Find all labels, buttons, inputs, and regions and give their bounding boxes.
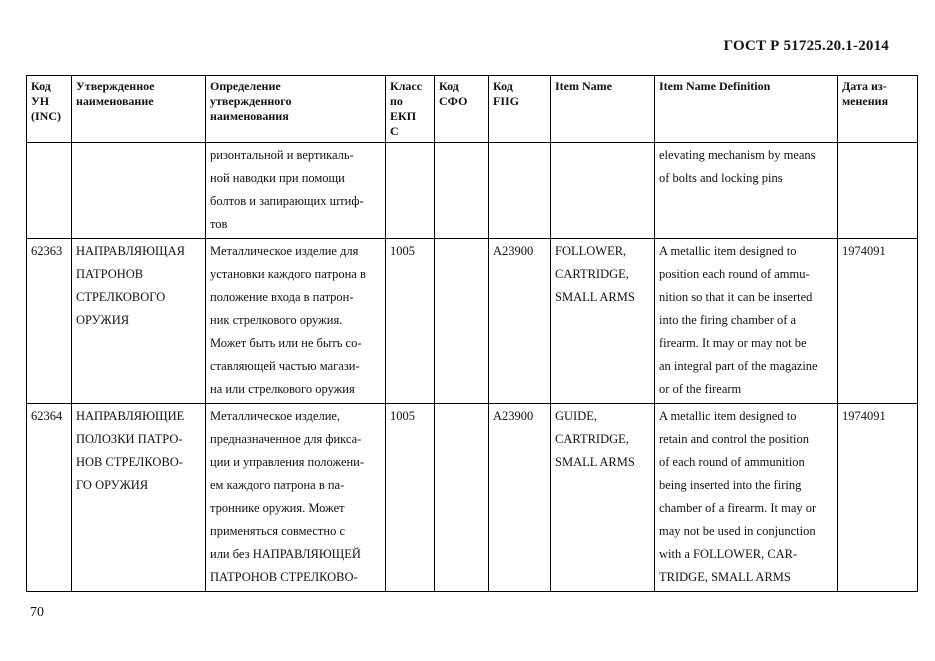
text-line: С xyxy=(390,124,399,138)
text-line: троннике оружия. Может xyxy=(210,501,345,515)
text-line: Дата из- xyxy=(842,79,887,93)
text-line: into the firing chamber of a xyxy=(659,313,797,327)
text-line: Определение xyxy=(210,79,281,93)
cell-class xyxy=(386,143,435,239)
header-item-name xyxy=(551,76,655,143)
text-line: A metallic item designed to xyxy=(659,244,797,258)
header-item-name-definition xyxy=(655,76,838,143)
cell-class xyxy=(386,239,435,404)
page-number: 70 xyxy=(30,605,44,620)
classification-table xyxy=(26,75,918,592)
cell-date xyxy=(838,239,918,404)
text-line: менения xyxy=(842,94,889,108)
text-line: chamber of a firearm. It may or xyxy=(659,501,817,515)
text-line: СТРЕЛКОВОГО xyxy=(76,290,166,304)
text-line: elevating mechanism by means xyxy=(659,148,816,162)
table-row xyxy=(27,239,918,404)
text-line: being inserted into the firing xyxy=(659,478,802,492)
text-line: 1974091 xyxy=(842,409,886,423)
text-line: болтов и запирающих штиф- xyxy=(210,194,364,208)
text-line: (INC) xyxy=(31,109,61,123)
header-fiig xyxy=(489,76,551,143)
text-line: на или стрелкового оружия xyxy=(210,382,355,396)
text-line: GUIDE, xyxy=(555,409,598,423)
table-row xyxy=(27,404,918,592)
text-line: SMALL ARMS xyxy=(555,290,635,304)
cell-class xyxy=(386,404,435,592)
cell-name xyxy=(72,404,206,592)
header-class xyxy=(386,76,435,143)
text-line: СФО xyxy=(439,94,468,108)
cell-definition xyxy=(206,143,386,239)
cell-inc xyxy=(27,143,72,239)
text-line: position each round of ammu- xyxy=(659,267,810,281)
cell-item-name xyxy=(551,239,655,404)
text-line: Металлическое изделие для xyxy=(210,244,359,258)
text-line: may not be used in conjunction xyxy=(659,524,816,538)
text-line: A metallic item designed to xyxy=(659,409,797,423)
text-line: ПАТРОНОВ xyxy=(76,267,144,281)
text-line: CARTRIDGE, xyxy=(555,267,629,281)
text-line: утвержденного xyxy=(210,94,292,108)
text-line: FIIG xyxy=(493,94,520,108)
text-line: 1005 xyxy=(390,409,415,423)
text-line: предназначенное для фикса- xyxy=(210,432,362,446)
document-code: ГОСТ Р 51725.20.1-2014 xyxy=(723,38,889,54)
table-header-row xyxy=(27,76,918,143)
cell-item-definition xyxy=(655,404,838,592)
text-line: ПАТРОНОВ СТРЕЛКОВО- xyxy=(210,570,358,584)
cell-sfo xyxy=(435,404,489,592)
header-sfo xyxy=(435,76,489,143)
text-line: наименование xyxy=(76,94,154,108)
text-line: of bolts and locking pins xyxy=(659,171,783,185)
text-line: УН xyxy=(31,94,50,108)
text-line: ПОЛОЗКИ ПАТРО- xyxy=(76,432,183,446)
text-line: A23900 xyxy=(493,409,534,423)
text-line: CARTRIDGE, xyxy=(555,432,629,446)
cell-date xyxy=(838,143,918,239)
text-line: ставляющей частью магази- xyxy=(210,359,360,373)
text-line: ризонтальной и вертикаль- xyxy=(210,148,354,162)
text-line: установки каждого патрона в xyxy=(210,267,366,281)
text-line: НОВ СТРЕЛКОВО- xyxy=(76,455,183,469)
text-line: of each round of ammunition xyxy=(659,455,805,469)
cell-item-name xyxy=(551,404,655,592)
cell-sfo xyxy=(435,239,489,404)
cell-name xyxy=(72,143,206,239)
text-line: тов xyxy=(210,217,228,231)
cell-fiig xyxy=(489,143,551,239)
text-line: TRIDGE, SMALL ARMS xyxy=(659,570,791,584)
text-line: Код xyxy=(493,79,513,93)
text-line: Item Name Definition xyxy=(659,79,771,93)
text-line: Металлическое изделие, xyxy=(210,409,341,423)
text-line: Item Name xyxy=(555,79,612,93)
cell-fiig xyxy=(489,239,551,404)
text-line: НАПРАВЛЯЮЩИЕ xyxy=(76,409,185,423)
header-approved-name xyxy=(72,76,206,143)
text-line: Код xyxy=(31,79,51,93)
text-line: ной наводки при помощи xyxy=(210,171,345,185)
header-definition xyxy=(206,76,386,143)
cell-inc xyxy=(27,239,72,404)
text-line: FOLLOWER, xyxy=(555,244,627,258)
cell-sfo xyxy=(435,143,489,239)
text-line: nition so that it can be inserted xyxy=(659,290,813,304)
text-line: 1005 xyxy=(390,244,415,258)
text-line: или без НАПРАВЛЯЮЩЕЙ xyxy=(210,547,361,561)
text-line: A23900 xyxy=(493,244,534,258)
text-line: 1974091 xyxy=(842,244,886,258)
text-line: ЕКП xyxy=(390,109,417,123)
text-line: Утвержденное xyxy=(76,79,155,93)
text-line: Класс xyxy=(390,79,423,93)
header-change-date xyxy=(838,76,918,143)
text-line: ции и управления положени- xyxy=(210,455,365,469)
text-line: положение входа в патрон- xyxy=(210,290,354,304)
cell-definition xyxy=(206,239,386,404)
text-line: по xyxy=(390,94,403,108)
text-line: Код xyxy=(439,79,459,93)
text-line: firearm. It may or may not be xyxy=(659,336,807,350)
cell-item-definition xyxy=(655,239,838,404)
text-line: 62363 xyxy=(31,244,63,258)
text-line: or of the firearm xyxy=(659,382,742,396)
text-line: ГО ОРУЖИЯ xyxy=(76,478,149,492)
text-line: with a FOLLOWER, CAR- xyxy=(659,547,798,561)
text-line: 62364 xyxy=(31,409,63,423)
text-line: применяться совместно с xyxy=(210,524,345,538)
text-line: SMALL ARMS xyxy=(555,455,635,469)
text-line: ем каждого патрона в па- xyxy=(210,478,345,492)
text-line: retain and control the position xyxy=(659,432,809,446)
cell-inc xyxy=(27,404,72,592)
table-row xyxy=(27,143,918,239)
cell-date xyxy=(838,404,918,592)
cell-name xyxy=(72,239,206,404)
cell-item-name xyxy=(551,143,655,239)
text-line: an integral part of the magazine xyxy=(659,359,818,373)
cell-fiig xyxy=(489,404,551,592)
text-line: НАПРАВЛЯЮЩАЯ xyxy=(76,244,185,258)
text-line: ОРУЖИЯ xyxy=(76,313,130,327)
cell-definition xyxy=(206,404,386,592)
text-line: ник стрелкового оружия. xyxy=(210,313,343,327)
cell-item-definition xyxy=(655,143,838,239)
text-line: наименования xyxy=(210,109,289,123)
header-inc xyxy=(27,76,72,143)
text-line: Может быть или не быть со- xyxy=(210,336,362,350)
